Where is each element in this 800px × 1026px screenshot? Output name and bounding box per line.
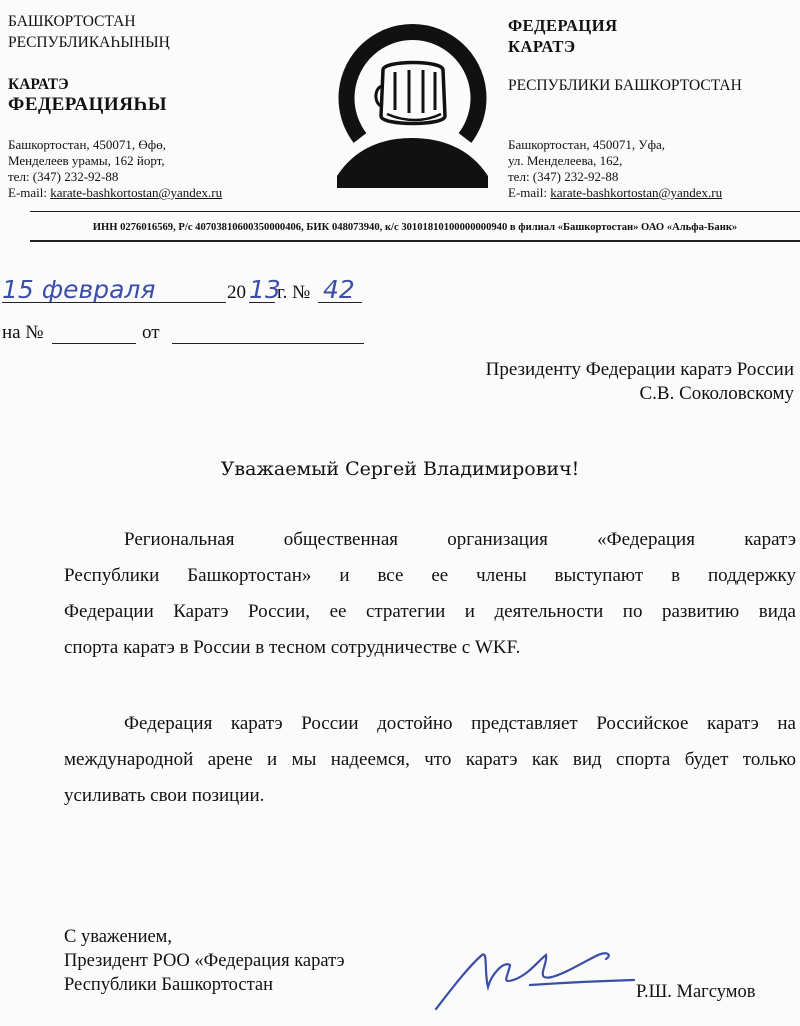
email-label: E-mail:: [8, 185, 51, 200]
reply-number-label: на №: [2, 322, 44, 343]
closing-line3: Республики Башкортостан: [64, 975, 274, 995]
email-link-right[interactable]: karate-bashkortostan@yandex.ru: [550, 185, 723, 200]
letterhead-left-addr1: Башкортостан, 450071, Өфө,: [8, 137, 166, 152]
fist-emblem-icon: [337, 32, 488, 188]
paragraph-2: [64, 706, 796, 814]
paragraph-1-line3: Федерации Каратэ России, ее стратегии и деятельности по развитию вида: [64, 601, 796, 622]
letterhead-right-addr1: Башкортостан, 450071, Уфа,: [508, 137, 666, 152]
letterhead-left-org2: ФЕДЕРАЦИЯҺЫ: [8, 94, 168, 115]
reply-from-label: от: [142, 322, 160, 343]
letterhead-right-email-row: [508, 185, 722, 201]
year-fill-line: [249, 302, 275, 303]
letterhead-rule-bottom: [30, 240, 800, 242]
paragraph-1-line1: Региональная общественная организация «Федерация каратэ: [124, 529, 796, 550]
handwritten-number: 42: [323, 275, 355, 304]
paragraph-1-line2: Республики Башкортостан» и все ее члены выступают в поддержку: [64, 565, 796, 586]
letterhead-rule-top: [30, 211, 800, 212]
closing-line1: С уважением,: [64, 927, 173, 947]
reply-date-fill-line: [172, 343, 364, 344]
letterhead-left-line1: БАШКОРТОСТАН: [8, 13, 136, 30]
paragraph-1-line4: спорта каратэ в России в тесном сотрудничестве с WKF.: [64, 637, 521, 658]
signatory-name: Р.Ш. Магсумов: [636, 982, 756, 1002]
number-fill-line: [318, 302, 362, 303]
letterhead-left-email-row: [8, 185, 222, 201]
paragraph-1: [64, 522, 796, 666]
letterhead-left-line2: РЕСПУБЛИКАҺЫНЫҢ: [8, 34, 170, 51]
addressee-line1: Президенту Федерации каратэ России: [485, 359, 794, 380]
addressee-line2: С.В. Соколовскому: [639, 383, 794, 404]
reply-number-fill-line: [52, 343, 136, 344]
letterhead-left-phone: тел: (347) 232-92-88: [8, 169, 119, 184]
paragraph-2-line2: международной арене и мы надеемся, что каратэ как вид спорта будет только: [64, 749, 796, 770]
handwritten-date: 15 февраля: [2, 275, 156, 304]
letterhead-right-addr2: ул. Менделеева, 162,: [508, 153, 623, 168]
addressee-block: [486, 358, 794, 406]
date-fill-line: [2, 302, 226, 303]
letterhead-left-addr2: Менделеев урамы, 162 йорт,: [8, 153, 165, 168]
year-prefix: 20: [227, 282, 246, 303]
greeting: Уважаемый Сергей Владимирович!: [220, 458, 580, 480]
letterhead-right-phone: тел: (347) 232-92-88: [508, 169, 619, 184]
handwritten-signature: [430, 925, 640, 1015]
letterhead-right-org2: КАРАТЭ: [508, 37, 576, 56]
letterhead-right-org1: ФЕДЕРАЦИЯ: [508, 16, 618, 35]
email-label: E-mail:: [508, 185, 551, 200]
bank-details: ИНН 0276016569, Р/с 40703810600350000406, БИК 048073940, к/с 30101810100000000940 в филиал «Башкортостан» ОАО «Альфа-Банк»: [92, 222, 738, 233]
closing-line2: Президент РОО «Федерация каратэ: [64, 951, 345, 971]
paragraph-2-line3: усиливать свои позиции.: [64, 785, 265, 806]
letterhead-right-region: РЕСПУБЛИКИ БАШКОРТОСТАН: [508, 77, 742, 94]
federation-logo: [325, 10, 500, 210]
letterhead-left-org1: КАРАТЭ: [8, 76, 69, 93]
number-label: г. №: [277, 282, 311, 303]
paragraph-2-line1: Федерация каратэ России достойно представляет Российское каратэ на: [124, 713, 796, 734]
email-link-left[interactable]: karate-bashkortostan@yandex.ru: [50, 185, 223, 200]
handwritten-year: 13: [249, 275, 281, 304]
